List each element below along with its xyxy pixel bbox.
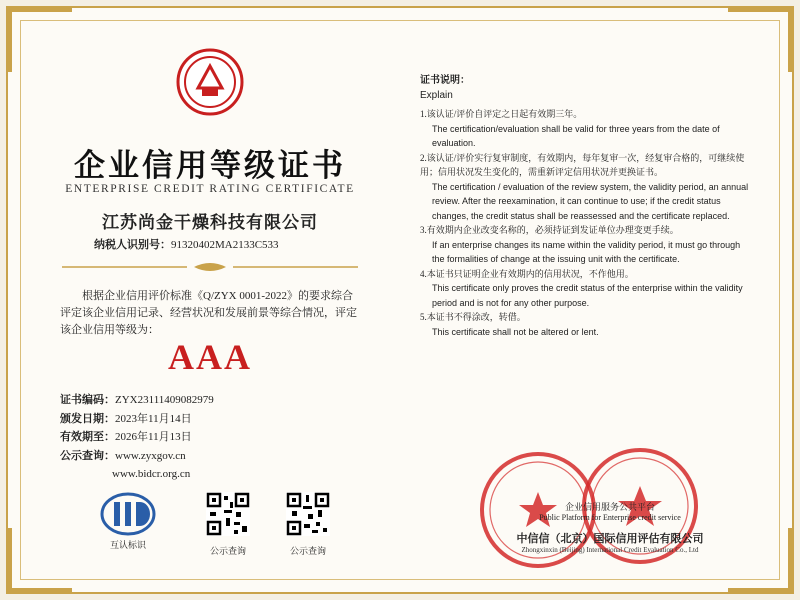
ornament-divider-icon xyxy=(62,262,358,272)
qr-block-2 xyxy=(278,492,338,557)
credit-rating: AAA xyxy=(168,337,252,377)
issue-date-label: 颁发日期： xyxy=(60,412,115,425)
issue-date-value: 2023年11月14日 xyxy=(115,412,192,425)
certificate-meta xyxy=(60,391,214,484)
explain-item-zh: 5.本证书不得涂改，转借。 xyxy=(420,312,526,322)
valid-date-label: 有效期至： xyxy=(60,431,115,443)
company-name: 江苏尚金干燥科技有限公司 xyxy=(102,213,318,232)
query-site-2[interactable]: www.bidcr.org.cn xyxy=(112,468,191,480)
explain-item-zh: 1.该认证/评价自评定之日起有效期三年。 xyxy=(420,109,583,119)
explain-item-zh: 3.有效期内企业改变名称的，必须持证到发证单位办理变更手续。 xyxy=(420,225,679,235)
logo-label: 互认标识 xyxy=(109,540,146,550)
corner-ornament xyxy=(8,528,72,592)
certificate-title: 企业信用等级证书 xyxy=(74,148,346,183)
certificate-title-english: ENTERPRISE CREDIT RATING CERTIFICATE xyxy=(65,183,355,195)
qr-code-icon[interactable] xyxy=(286,492,330,536)
evaluation-statement: 根据企业信用评价标准《Q/ZYX 0001-2022》的要求综合评定该企业信用记录、经营状况和发展前景等综合情况，评定该企业信用等级为： xyxy=(60,290,357,336)
valid-date-value: 2026年11月13日 xyxy=(115,431,192,443)
explain-item-zh: 2.该认证/评价实行复审制度，有效期内，每年复审一次，经复审合格的，可继续使用；信用状况发生变化的，需重新评定信用状况并更换证书。 xyxy=(420,152,745,177)
mutual-recognition-logo xyxy=(98,492,158,551)
explain-item-en: This certificate only proves the credit status of the enterprise within the validity period and is not for any other purpose. xyxy=(432,283,743,308)
explain-item-en: If an enterprise changes its name within the validity period, it must go through the formalities of change at the issuing unit with the certificate. xyxy=(432,239,741,264)
logo-row xyxy=(98,492,358,562)
explain-heading-english: Explain xyxy=(420,89,453,101)
explain-heading: 证书说明： xyxy=(420,75,470,86)
qr-label: 公示查询 xyxy=(209,546,246,556)
qr-label: 公示查询 xyxy=(289,546,326,556)
platform-name: 企业信用服务公共平台 xyxy=(564,502,655,512)
platform-name-english: Public Platform for Enterprise credit service xyxy=(539,513,681,522)
explain-item-en: The certification / evaluation of the review system, the validity period, an annual review. After the reexamination, it can continue to use; if the credit status changes, the credit status shall be reassessed and the certificate replaced. xyxy=(432,181,749,221)
tax-id-label: 纳税人识别号： xyxy=(94,239,171,251)
explain-panel xyxy=(420,74,750,339)
query-label: 公示查询： xyxy=(60,449,115,462)
corner-ornament xyxy=(8,8,72,72)
tax-id-value: 91320402MA2133C533 xyxy=(171,239,279,251)
explain-item-zh: 4.本证书只证明企业有效期内的信用状况，不作他用。 xyxy=(420,268,634,279)
bid-logo-icon xyxy=(100,492,156,536)
explain-item-en: This certificate shall not be altered or lent. xyxy=(432,326,599,337)
qr-code-icon[interactable] xyxy=(206,492,250,536)
issuer-block xyxy=(460,500,760,554)
corner-ornament xyxy=(728,8,792,72)
explain-item-en: The certification/evaluation shall be valid for three years from the date of evaluation. xyxy=(432,123,720,148)
cert-no-label: 证书编码： xyxy=(60,394,115,406)
tax-id xyxy=(94,236,279,252)
cert-no-value: ZYX23111409082979 xyxy=(115,394,214,406)
qr-block-1 xyxy=(198,492,258,557)
issuer-name: 中信信（北京）国际信用评估有限公司 xyxy=(516,533,704,545)
issuer-name-english: Zhongxinxin (Beijing) International Credit Evaluation Co., Ltd xyxy=(521,546,699,554)
query-site-1[interactable]: www.zyxgov.cn xyxy=(115,449,186,462)
credit-emblem-icon xyxy=(176,48,244,116)
